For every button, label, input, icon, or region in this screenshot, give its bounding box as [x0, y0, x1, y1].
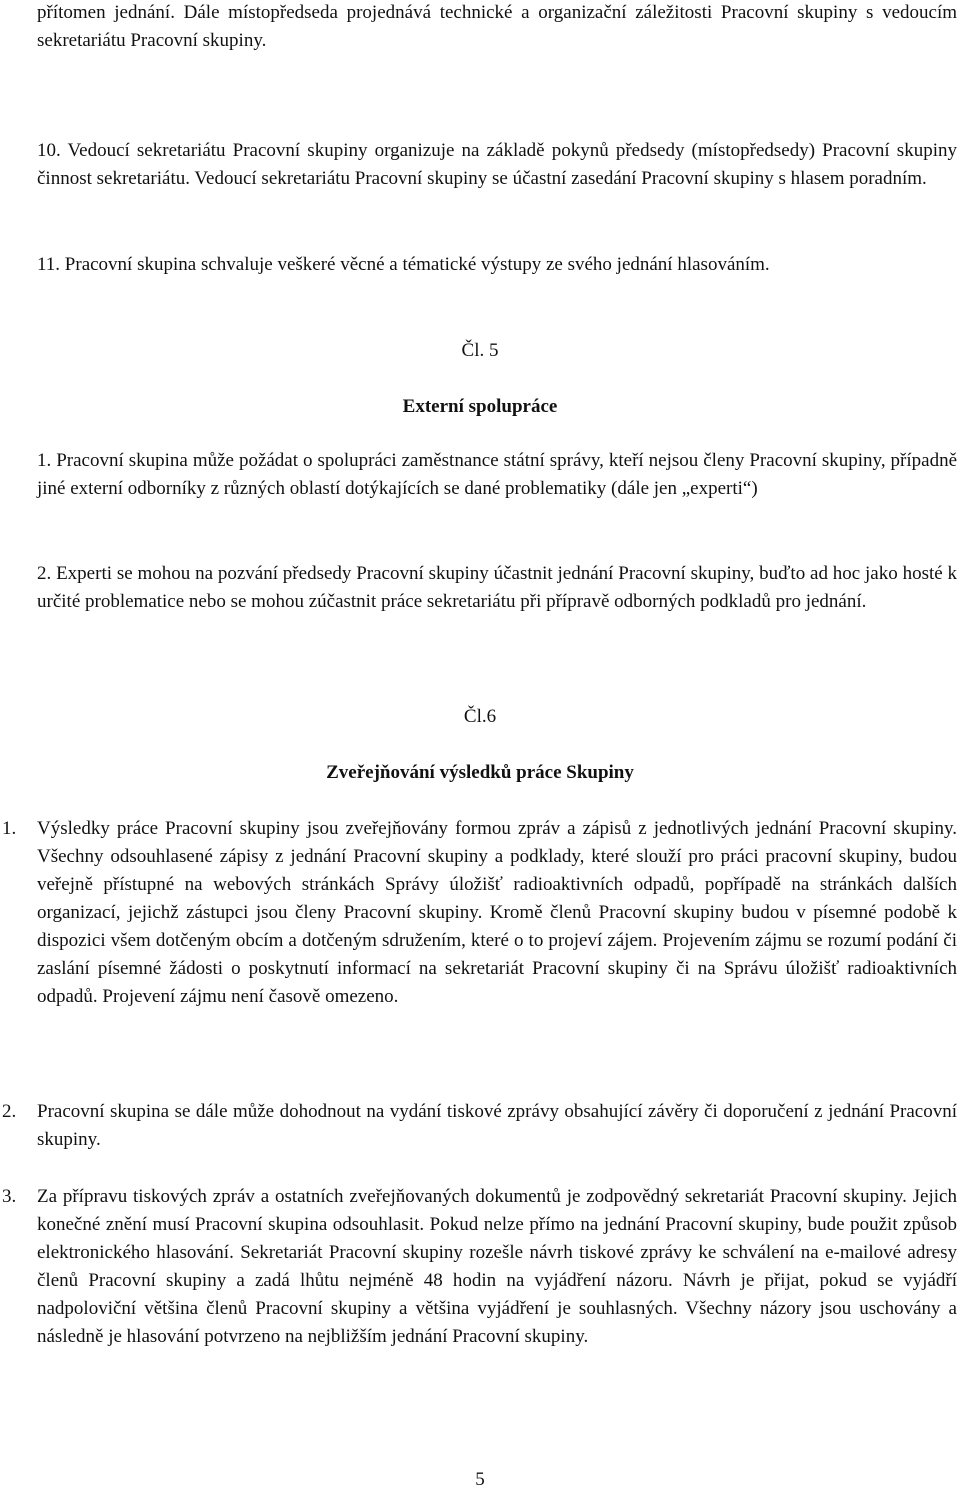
article-6-item-3 — [2, 1183, 957, 1351]
article-5-item-1 — [37, 447, 957, 503]
article-6-title: Zveřejňování výsledků práce Skupiny — [326, 762, 634, 783]
list-item-text — [37, 251, 957, 279]
list-item-body: Vedoucí sekretariátu Pracovní skupiny organizuje na základě pokynů předsedy (místopředsedy) Pracovní skupiny činnost sekretariátu. Vedoucí sekretariátu Pracovní skupiny se účastní zasedání Pracovní skupiny s hlasem poradním. — [37, 140, 957, 189]
continuation-paragraph — [37, 0, 957, 55]
list-item-10 — [37, 137, 957, 193]
list-item-body: Za přípravu tiskových zpráv a ostatních zveřejňovaných dokumentů je zodpovědný sekretariát Pracovní skupiny. Jejich konečné znění musí Pracovní skupina odsouhlasit. Pokud nelze přímo na jednání Pracovní skupiny, bude použit způsob elektronického hlasování. Sekretariát Pracovní skupiny rozešle návrh tiskové zprávy ke schválení na e-mailové adresy členů Pracovní skupiny a zadá lhůtu nejméně 48 hodin na vyjádření názoru. Návrh je přijat, pokud se vyjádří nadpoloviční většina členů Pracovní skupiny a většina vyjádření je souhlasných. Všechny názory jsou uschovány a následně je hlasování potvrzeno na nejbližším jednání Pracovní skupiny. — [37, 1186, 957, 1347]
article-6-number: Čl.6 — [463, 706, 497, 727]
list-item-body: Pracovní skupina může požádat o spolupráci zaměstnance státní správy, kteří nejsou členy Pracovní skupiny, případně jiné externí odborníky z různých oblastí dotýkajících se dané problematiky (dále jen „experti“) — [37, 450, 958, 499]
list-item-number: 1. — [37, 450, 52, 471]
page-number: 5 — [475, 1469, 485, 1490]
article-6-item-1 — [2, 815, 957, 1011]
paragraph-text: přítomen jednání. Dále místopředseda projednává technické a organizační záležitosti Pracovní skupiny s vedoucím sekretariátu Pracovní skupiny. — [37, 2, 957, 51]
article-5-item-2 — [37, 560, 957, 616]
list-item-body: Pracovní skupina schvaluje veškeré věcné a tématické výstupy ze svého jednání hlasováním. — [64, 254, 770, 275]
list-item-text — [37, 137, 957, 193]
list-item-body: Pracovní skupina se dále může dohodnout na vydání tiskové zprávy obsahující závěry či doporučení z jednání Pracovní skupiny. — [37, 1101, 957, 1150]
list-item-number: 1. — [2, 818, 17, 839]
list-item-11 — [37, 251, 957, 279]
list-item-number: 3. — [2, 1186, 17, 1207]
list-item-text — [37, 447, 957, 503]
article-5-number: Čl. 5 — [461, 340, 499, 361]
list-item-body: Výsledky práce Pracovní skupiny jsou zveřejňovány formou zpráv a zápisů z jednotlivých jednání Pracovní skupiny. Všechny odsouhlasené zápisy z jednání Pracovní skupiny a podklady, které slouží pro práci pracovní skupiny, budou veřejně přístupné na webových stránkách Správy úložišť radioaktivních odpadů, popřípadě na stránkách dalších organizací, jejichž zástupci jsou členy Pracovní skupiny. Kromě členů Pracovní skupiny budou v písemné podobě k dispozici všem dotčeným obcím a dotčeným sdružením, které o to projeví zájem. Projevením zájmu se rozumí podání či zaslání písemné žádosti o poskytnutí informací na sekretariát Pracovní skupiny či na Správu úložišť radioaktivních odpadů. Projevení zájmu není časově omezeno. — [37, 818, 957, 1007]
list-item-number: 11. — [37, 254, 61, 275]
article-6-item-2 — [2, 1098, 957, 1154]
list-item-body: Experti se mohou na pozvání předsedy Pracovní skupiny účastnit jednání Pracovní skupiny, buďto ad hoc jako hosté k určité problematice nebo se mohou zúčastnit práce sekretariátu při přípravě odborných podkladů pro jednání. — [37, 563, 957, 612]
list-item-text — [37, 560, 957, 616]
list-item-number: 2. — [2, 1101, 17, 1122]
list-item-number: 2. — [37, 563, 52, 584]
list-item-number: 10. — [37, 140, 61, 161]
article-5-title: Externí spolupráce — [402, 396, 558, 417]
